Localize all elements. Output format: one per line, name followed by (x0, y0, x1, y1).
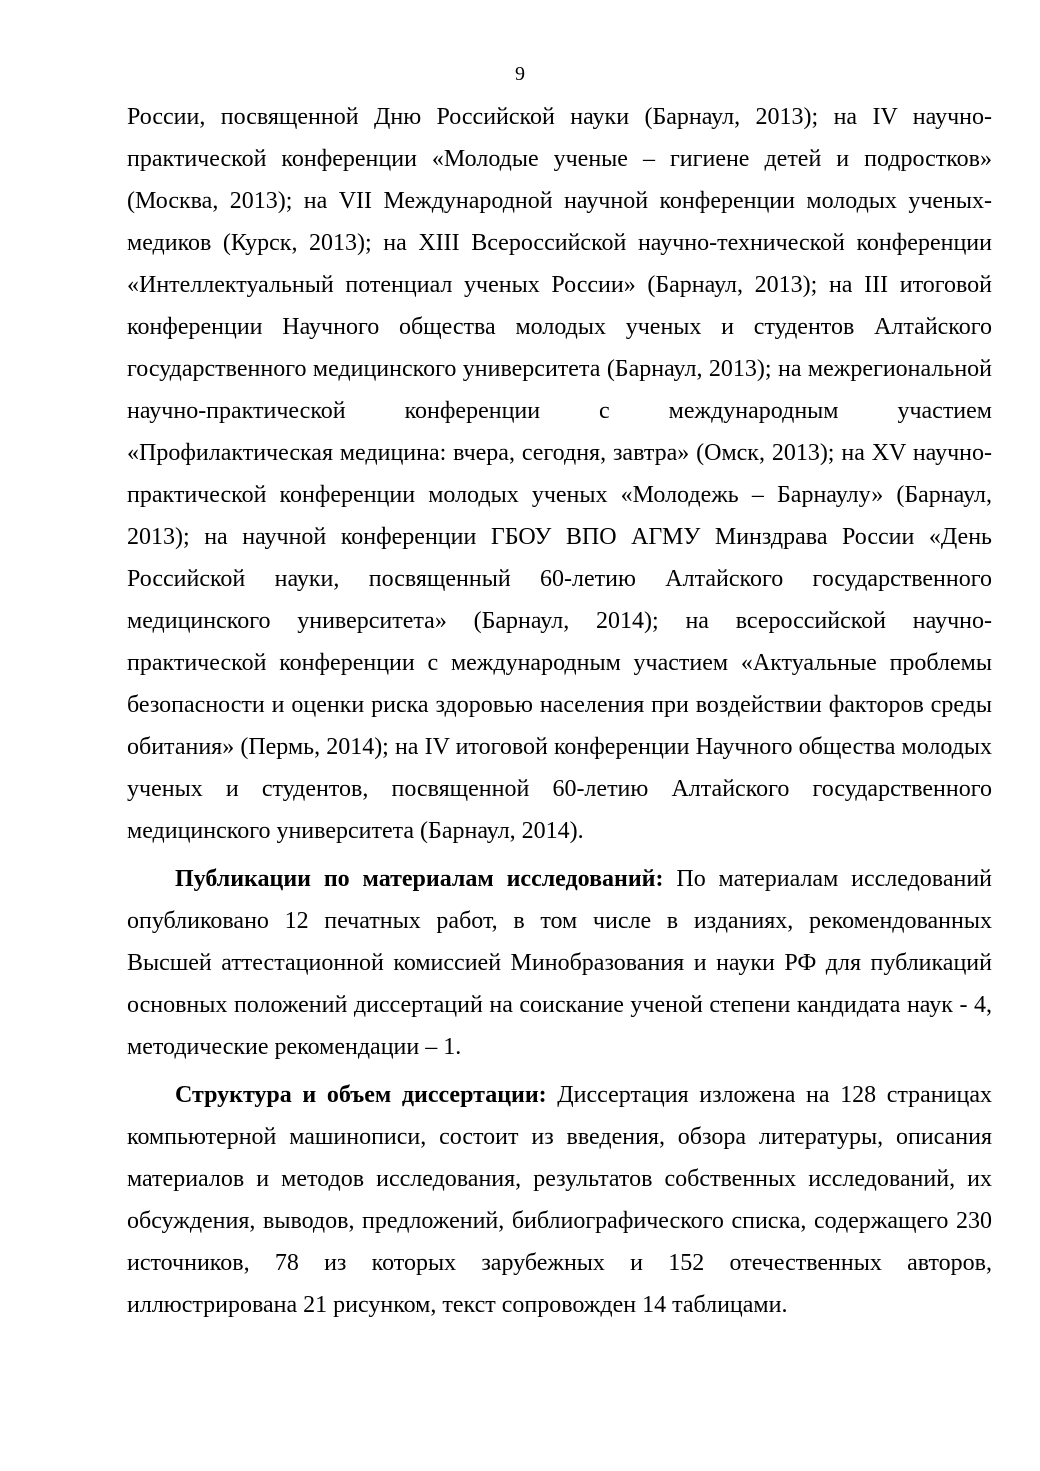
paragraph-heading: Публикации по материалам исследований: (175, 866, 664, 892)
paragraph-text: Диссертация изложена на 128 страницах компьютерной машинописи, состоит из введения, обзора литературы, описания материалов и методов исследования, результатов собственных исследований, их обсуждения, выводов, предложений, библиографического списка, содержащего 230 источников, 78 из которых зарубежных и 152 отечественных авторов, иллюстрирована 21 рисунком, текст сопровожден 14 таблицами. (127, 1082, 992, 1318)
body-text (127, 96, 992, 1326)
paragraph-heading: Структура и объем диссертации: (175, 1082, 547, 1108)
page-number: 9 (515, 63, 525, 85)
paragraph-conferences (127, 96, 992, 852)
paragraph-text: По материалам исследований опубликовано 12 печатных работ, в том числе в изданиях, рекомендованных Высшей аттестационной комиссией Минобразования и науки РФ для публикаций основных положений диссертаций на соискание ученой степени кандидата наук - 4, методические рекомендации – 1. (127, 866, 993, 1060)
paragraph-text: России, посвященной Дню Российской науки (Барнаул, 2013); на IV научно-практической конференции «Молодые ученые – гигиене детей и подростков» (Москва, 2013); на VII Международной научной конференции молодых ученых-медиков (Курск, 2013); на XIII Всероссийской научно-технической конференции «Интеллектуальный потенциал ученых России» (Барнаул, 2013); на III итоговой конференции Научного общества молодых ученых и студентов Алтайского государственного медицинского университета (Барнаул, 2013); на межрегиональной научно-практической конференции с международным участием «Профилактическая медицина: вчера, сегодня, завтра» (Омск, 2013); на XV научно-практической конференции молодых ученых «Молодежь – Барнаулу» (Барнаул, 2013); на научной конференции ГБОУ ВПО АГМУ Минздрава России «День Российской науки, посвященный 60-летию Алтайского государственного медицинского университета» (Барнаул, 2014); на всероссийской научно-практической конференции с международным участием «Актуальные проблемы безопасности и оценки риска здоровью населения при воздействии факторов среды обитания» (Пермь, 2014); на IV итоговой конференции Научного общества молодых ученых и студентов, посвященной 60-летию Алтайского государственного медицинского университета (Барнаул, 2014). (127, 104, 992, 844)
paragraph-publications (127, 858, 992, 1068)
paragraph-structure (127, 1074, 992, 1326)
